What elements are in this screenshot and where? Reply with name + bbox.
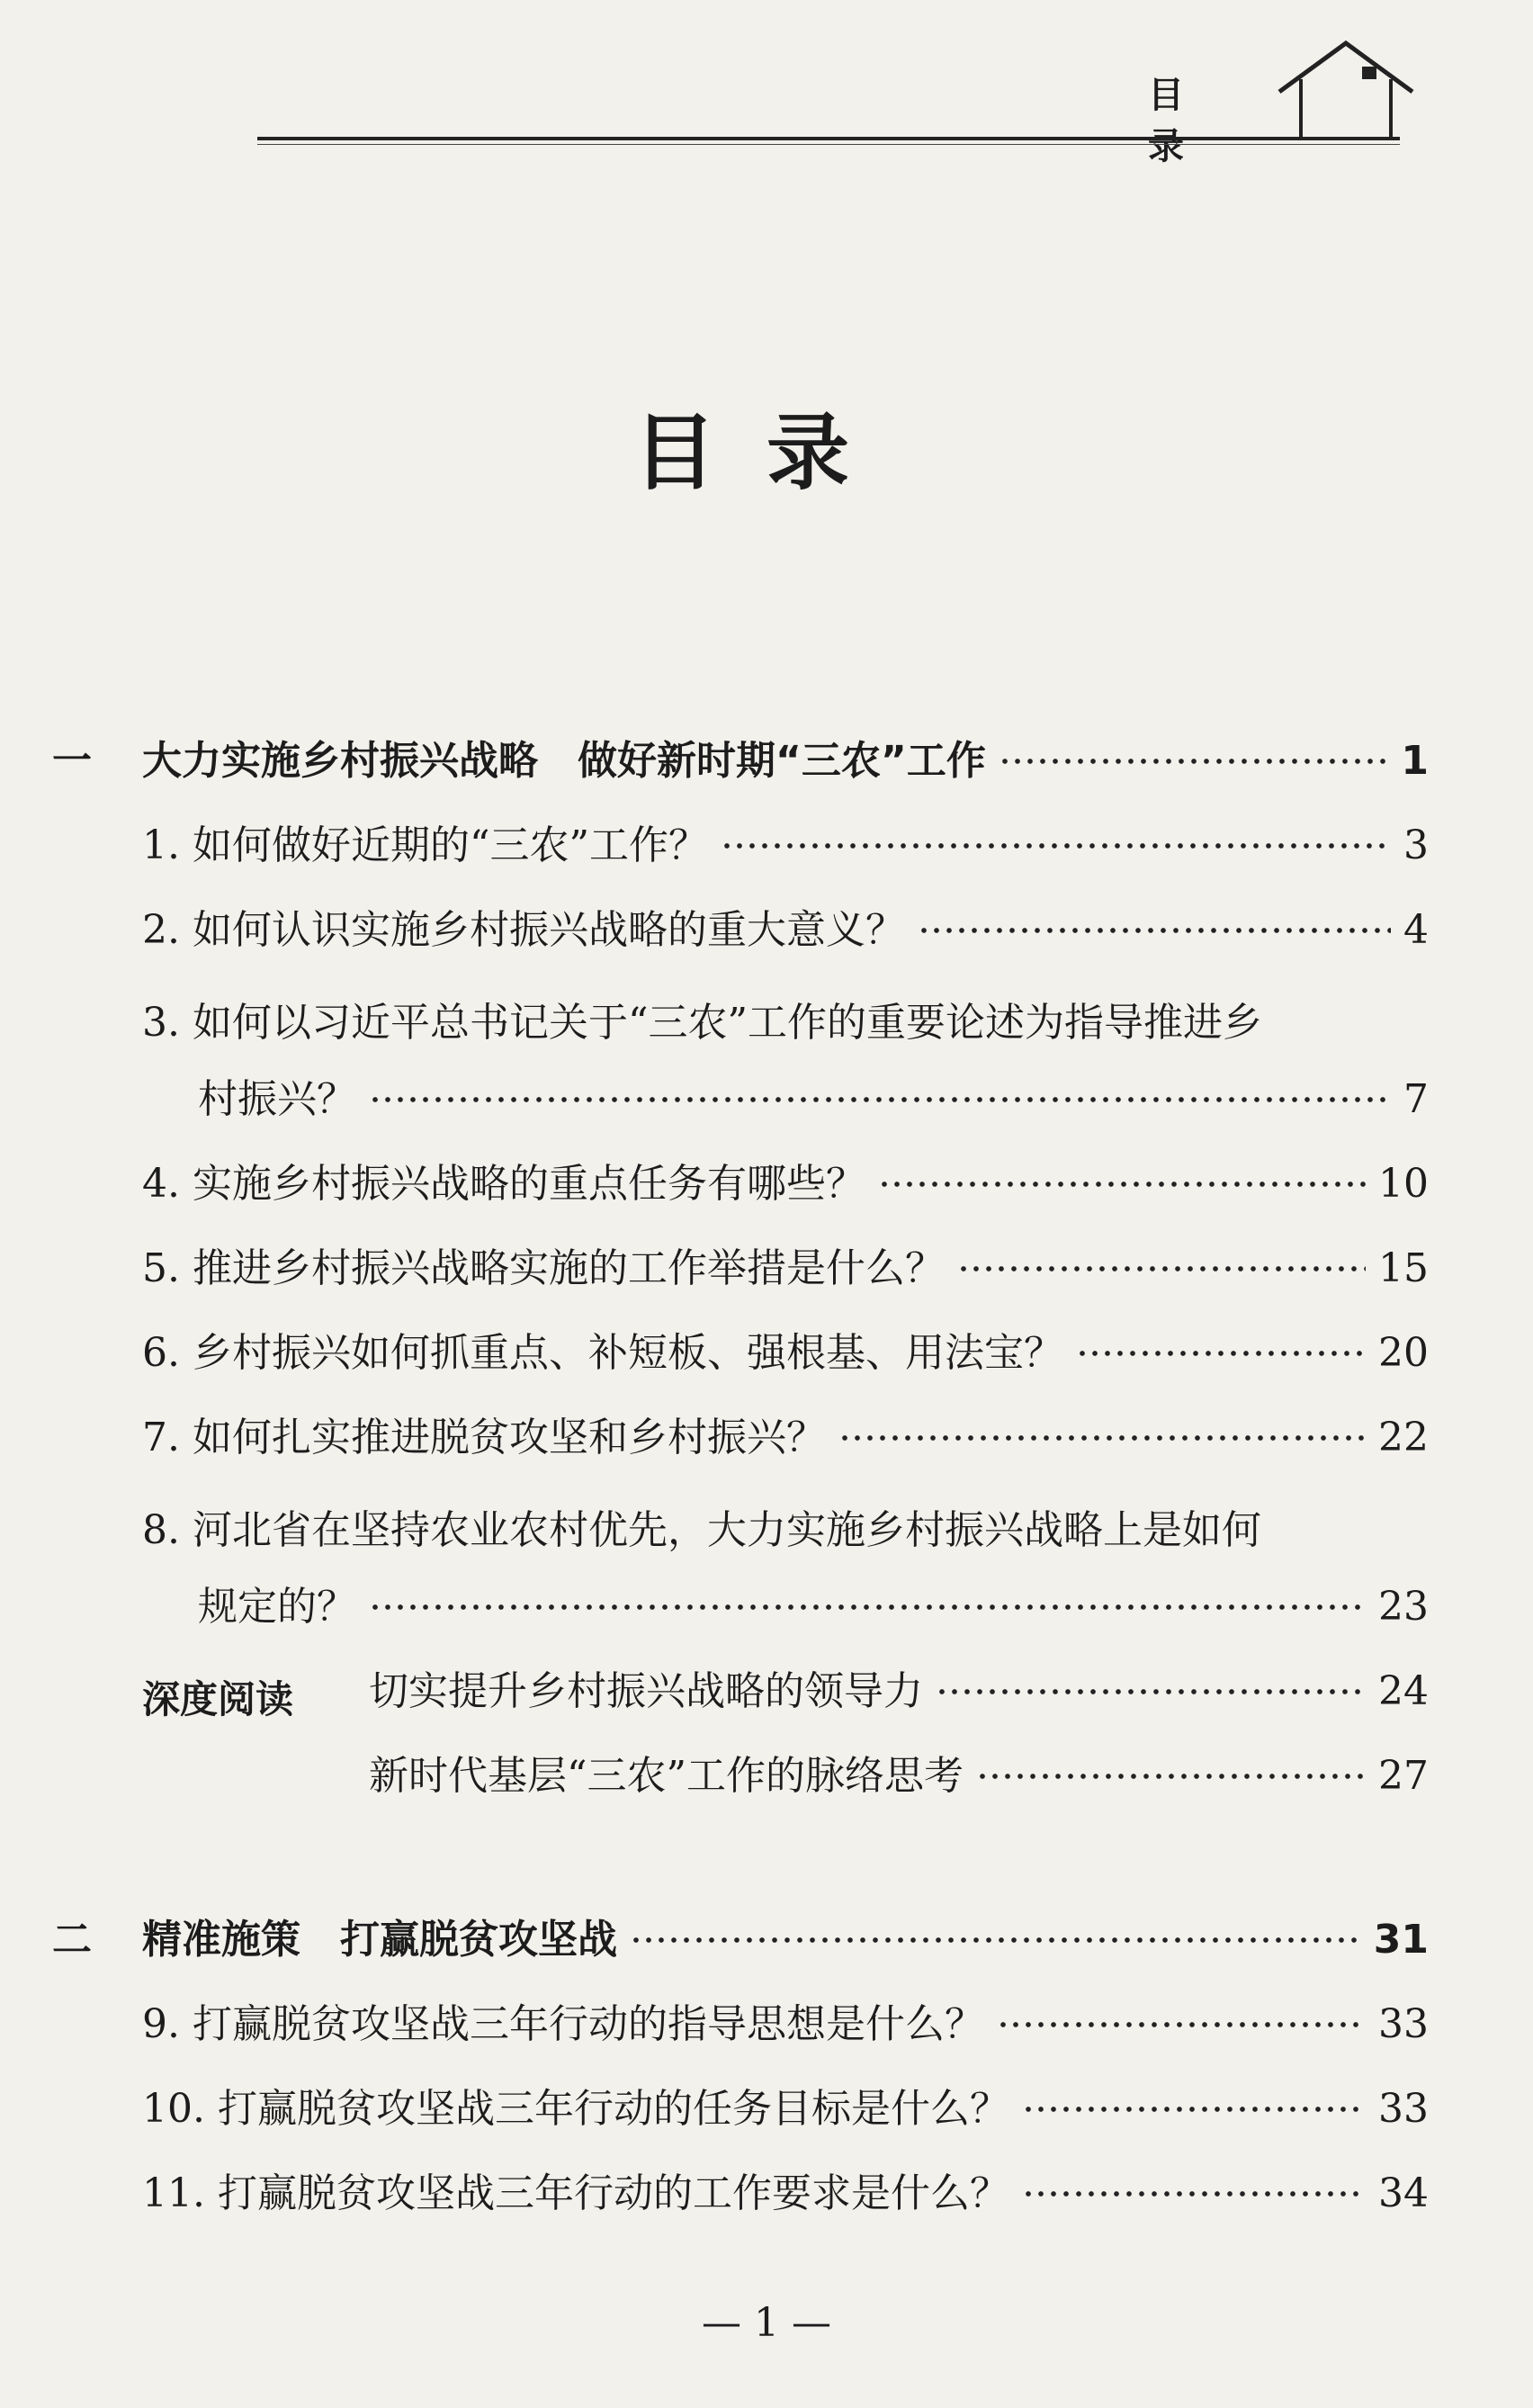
toc-section-1[interactable] [52, 736, 1429, 786]
leader-dots [369, 1095, 1391, 1104]
toc-item[interactable] [142, 905, 1429, 956]
toc-item[interactable] [142, 1159, 1429, 1209]
section-title: 精准施策 打赢脱贫攻坚战 [142, 1917, 617, 1963]
toc-item[interactable] [142, 2084, 1429, 2134]
section-number: 二 [52, 1917, 92, 1963]
header-rule [257, 137, 1400, 140]
leader-dots [1076, 1349, 1366, 1358]
page-number: 31 [1373, 1917, 1429, 1963]
leader-dots [838, 1433, 1366, 1442]
leader-dots [878, 1180, 1366, 1189]
item-title: 11. 打赢脱贫攻坚战三年行动的工作要求是什么？ [142, 2170, 1009, 2216]
page-number: 24 [1378, 1668, 1429, 1714]
leader-dots [630, 1936, 1361, 1945]
leader-dots [936, 1687, 1366, 1696]
page-number: 20 [1378, 1330, 1429, 1376]
leader-dots [721, 841, 1391, 850]
item-title: 7. 如何扎实推进脱贫攻坚和乡村振兴？ [142, 1415, 826, 1460]
toc-item[interactable] [142, 1413, 1429, 1463]
page-number: 33 [1378, 2001, 1429, 2047]
leader-dots [1022, 2189, 1366, 2198]
toc-item[interactable] [142, 2169, 1429, 2219]
page-number: 7 [1403, 1076, 1429, 1122]
page-footer-number: — 1 — [702, 2300, 831, 2346]
item-title: 切实提升乡村振兴战略的领导力 [369, 1668, 923, 1714]
leader-dots [976, 1772, 1366, 1781]
leader-dots [918, 926, 1391, 935]
item-title-line1[interactable]: 3. 如何以习近平总书记关于“三农”工作的重要论述为指导推进乡 [142, 1000, 1262, 1046]
item-title: 新时代基层“三农”工作的脉络思考 [369, 1753, 964, 1799]
item-title: 9. 打赢脱贫攻坚战三年行动的指导思想是什么？ [142, 2001, 984, 2047]
toc-item[interactable] [198, 1074, 1429, 1125]
house-icon [1274, 36, 1418, 146]
header-rule-thin [257, 144, 1400, 145]
leader-dots [1022, 2105, 1366, 2114]
section-title: 大力实施乡村振兴战略 做好新时期“三农”工作 [142, 738, 986, 784]
leader-dots [997, 2020, 1366, 2029]
leader-dots [957, 1264, 1366, 1273]
item-title: 规定的？ [198, 1584, 356, 1630]
item-title-line1[interactable]: 8. 河北省在坚持农业农村优先，大力实施乡村振兴战略上是如何 [142, 1507, 1261, 1553]
page-number: 15 [1378, 1245, 1429, 1291]
running-header [257, 50, 1400, 167]
item-title: 2. 如何认识实施乡村振兴战略的重大意义？ [142, 907, 905, 953]
page-number: 34 [1378, 2170, 1429, 2216]
page-number: 10 [1378, 1161, 1429, 1207]
toc-item[interactable] [142, 1999, 1429, 2050]
item-title: 村振兴？ [198, 1076, 356, 1122]
item-title: 4. 实施乡村振兴战略的重点任务有哪些？ [142, 1161, 865, 1207]
page-number: 33 [1378, 2086, 1429, 2132]
item-title: 5. 推进乡村振兴战略实施的工作举措是什么？ [142, 1245, 945, 1291]
page-number: 1 [1401, 738, 1429, 784]
toc-item[interactable] [142, 821, 1429, 871]
page-number: 3 [1403, 822, 1429, 868]
item-title: 6. 乡村振兴如何抓重点、补短板、强根基、用法宝？ [142, 1330, 1063, 1376]
leader-dots [369, 1603, 1366, 1612]
page-number: 22 [1378, 1415, 1429, 1460]
running-header-title: 目 录 [1148, 74, 1247, 167]
deep-reading-label: 深度阅读 [142, 1677, 294, 1721]
page-title: 目录 [632, 404, 900, 501]
section-number: 一 [52, 738, 92, 784]
toc-deep-reading-item[interactable] [369, 1667, 1429, 1717]
item-title: 10. 打赢脱贫攻坚战三年行动的任务目标是什么？ [142, 2086, 1009, 2132]
page-number: 23 [1378, 1584, 1429, 1630]
toc-item[interactable] [142, 1244, 1429, 1294]
toc-item[interactable] [142, 1328, 1429, 1379]
toc-deep-reading-item[interactable] [369, 1751, 1429, 1802]
page-number: 4 [1403, 907, 1429, 953]
item-title: 1. 如何做好近期的“三农”工作？ [142, 822, 708, 868]
toc-item[interactable] [198, 1582, 1429, 1632]
toc-section-2[interactable] [52, 1915, 1429, 1965]
page-number: 27 [1378, 1753, 1429, 1799]
leader-dots [999, 757, 1389, 766]
